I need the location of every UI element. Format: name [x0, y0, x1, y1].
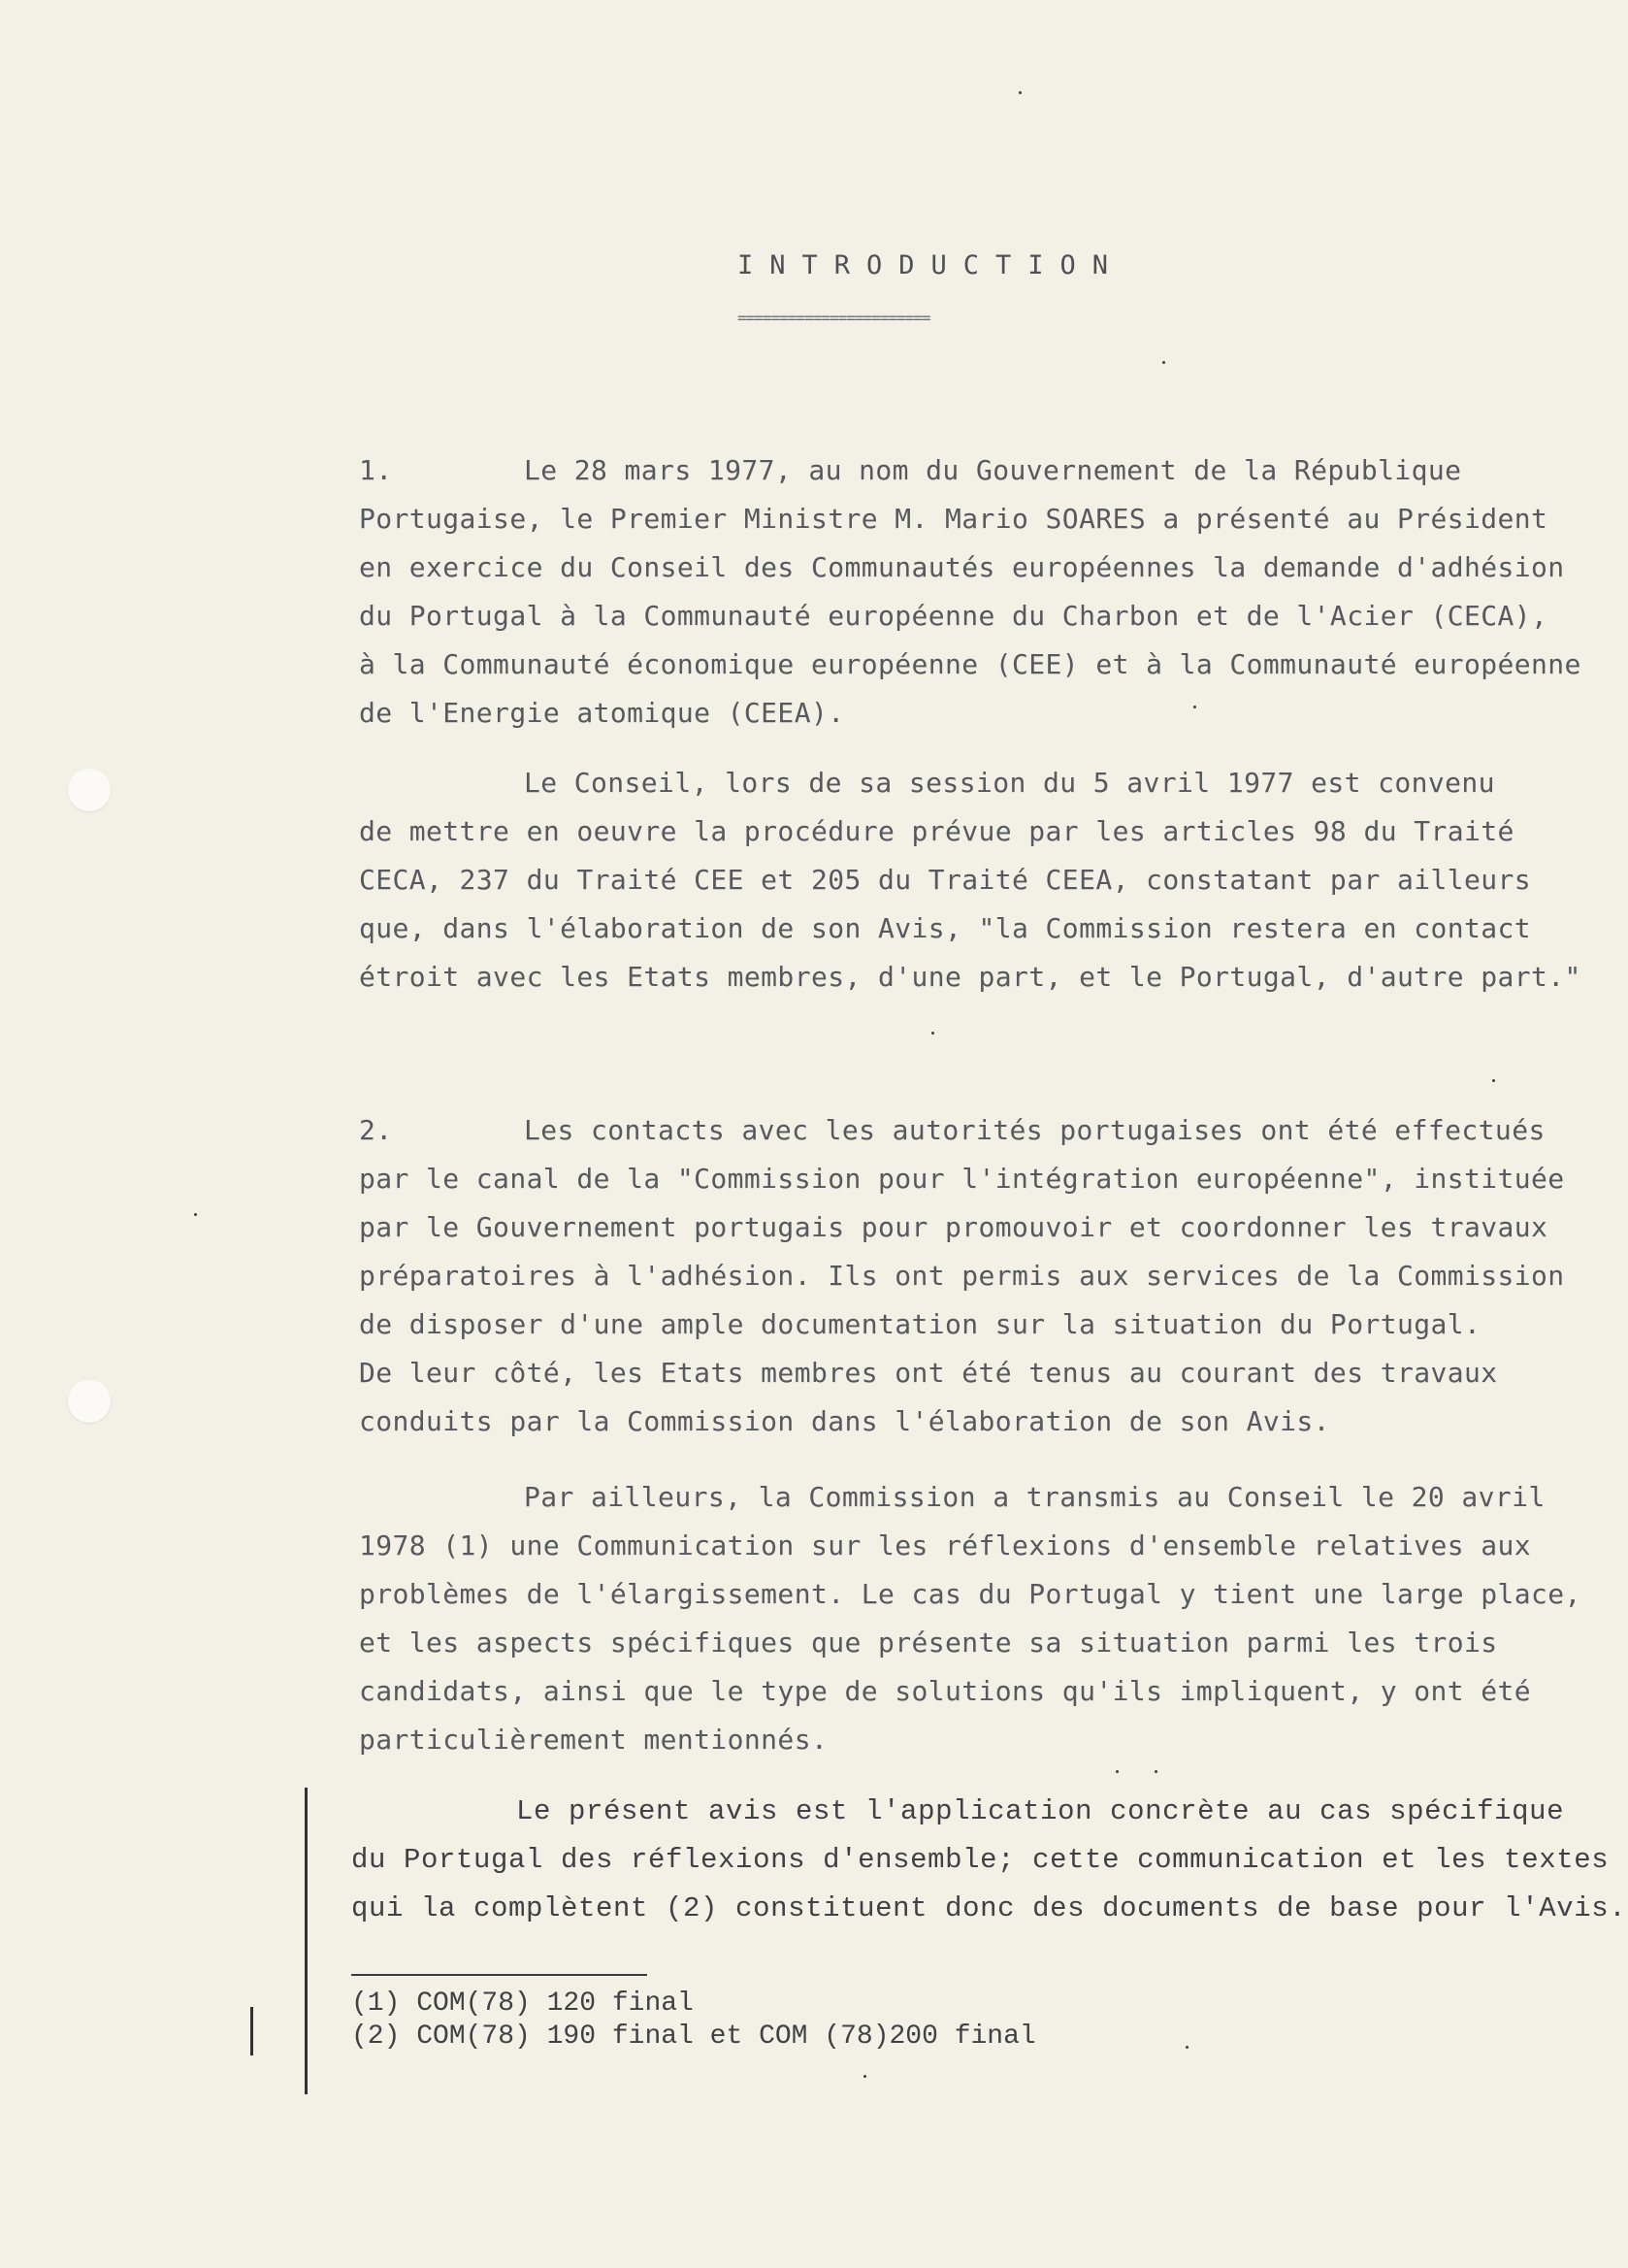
- paragraph-line: Le présent avis est l'application concrète au cas spécifique: [516, 1795, 1565, 1827]
- revision-bar: [305, 1788, 308, 2094]
- paragraph-line: préparatoires à l'adhésion. Ils ont permis aux services de la Commission: [359, 1260, 1565, 1292]
- scan-speck: [1492, 1079, 1495, 1082]
- paragraph-line: 1. Le 28 mars 1977, au nom du Gouvernement de la République: [359, 446, 1562, 495]
- footnote-separator: [351, 1974, 647, 1976]
- paragraph-line: du Portugal à la Communauté européenne du Charbon et de l'Acier (CECA),: [359, 600, 1548, 632]
- title-underline: =======================: [737, 309, 930, 327]
- paragraph-5: [351, 1788, 1627, 1933]
- scan-speck: [931, 1032, 934, 1035]
- paragraph-2: [359, 759, 1581, 1002]
- paragraph-line: du Portugal des réflexions d'ensemble; cette communication et les textes: [351, 1844, 1610, 1876]
- section-number: 2.: [359, 1114, 393, 1146]
- paragraph-line: de l'Energie atomique (CEEA).: [359, 697, 845, 729]
- paragraph-line: problèmes de l'élargissement. Le cas du Portugal y tient une large place,: [359, 1578, 1581, 1610]
- paragraph-1: [359, 446, 1581, 738]
- footnote-2: (2) COM(78) 190 final et COM (78)200 final: [351, 2021, 1036, 2052]
- paragraph-line: de mettre en oeuvre la procédure prévue par les articles 98 du Traité: [359, 815, 1514, 847]
- scan-speck: [1193, 706, 1196, 708]
- footnotes: [351, 1988, 1036, 2054]
- footnote-1: (1) COM(78) 120 final: [351, 1989, 694, 2019]
- punch-hole-top: [68, 769, 111, 811]
- scan-speck: [1162, 361, 1165, 364]
- paragraph-4: [359, 1473, 1581, 1764]
- paragraph-line: 1978 (1) une Communication sur les réflexions d'ensemble relatives aux: [359, 1529, 1532, 1561]
- paragraph-line: 2. Les contacts avec les autorités portugaises ont été effectués: [359, 1106, 1562, 1155]
- paragraph-line: qui la complètent (2) constituent donc des documents de base pour l'Avis.: [351, 1892, 1627, 1924]
- scan-speck: [1116, 1770, 1119, 1773]
- paragraph-line: en exercice du Conseil des Communautés européennes la demande d'adhésion: [359, 551, 1565, 583]
- section-number: 1.: [359, 454, 393, 486]
- punch-hole-bottom: [68, 1380, 111, 1423]
- scan-speck: [863, 2075, 866, 2078]
- paragraph-line: particulièrement mentionnés.: [359, 1724, 829, 1756]
- paragraph-line: de disposer d'une ample documentation sur la situation du Portugal.: [359, 1308, 1481, 1340]
- paragraph-line: et les aspects spécifiques que présente sa situation parmi les trois: [359, 1627, 1498, 1659]
- paragraph-line: candidats, ainsi que le type de solutions qu'ils impliquent, y ont été: [359, 1675, 1532, 1707]
- paragraph-line: CECA, 237 du Traité CEE et 205 du Traité CEEA, constatant par ailleurs: [359, 864, 1532, 896]
- paragraph-line: conduits par la Commission dans l'élaboration de son Avis.: [359, 1405, 1330, 1437]
- paragraph-line: étroit avec les Etats membres, d'une part, et le Portugal, d'autre part.": [359, 961, 1581, 993]
- paragraph-3: [359, 1106, 1565, 1446]
- paragraph-line: par le canal de la "Commission pour l'intégration européenne", instituée: [359, 1163, 1565, 1195]
- paragraph-line: Par ailleurs, la Commission a transmis au Conseil le 20 avril: [524, 1481, 1546, 1513]
- paragraph-line: De leur côté, les Etats membres ont été tenus au courant des travaux: [359, 1357, 1498, 1389]
- scan-speck: [194, 1213, 197, 1216]
- scan-speck: [1155, 1770, 1157, 1773]
- paragraph-line: par le Gouvernement portugais pour promouvoir et coordonner les travaux: [359, 1211, 1548, 1243]
- paragraph-line: à la Communauté économique européenne (CEE) et à la Communauté européenne: [359, 648, 1581, 680]
- scan-speck: [1186, 2046, 1188, 2049]
- scan-speck: [1019, 91, 1022, 94]
- paragraph-line: Le Conseil, lors de sa session du 5 avril 1977 est convenu: [524, 767, 1495, 799]
- paragraph-line: Portugaise, le Premier Ministre M. Mario SOARES a présenté au Président: [359, 503, 1548, 535]
- page-title: INTRODUCTION: [737, 250, 1125, 280]
- paragraph-line: que, dans l'élaboration de son Avis, "la Commission restera en contact: [359, 912, 1532, 944]
- revision-bar-short: [250, 2007, 253, 2055]
